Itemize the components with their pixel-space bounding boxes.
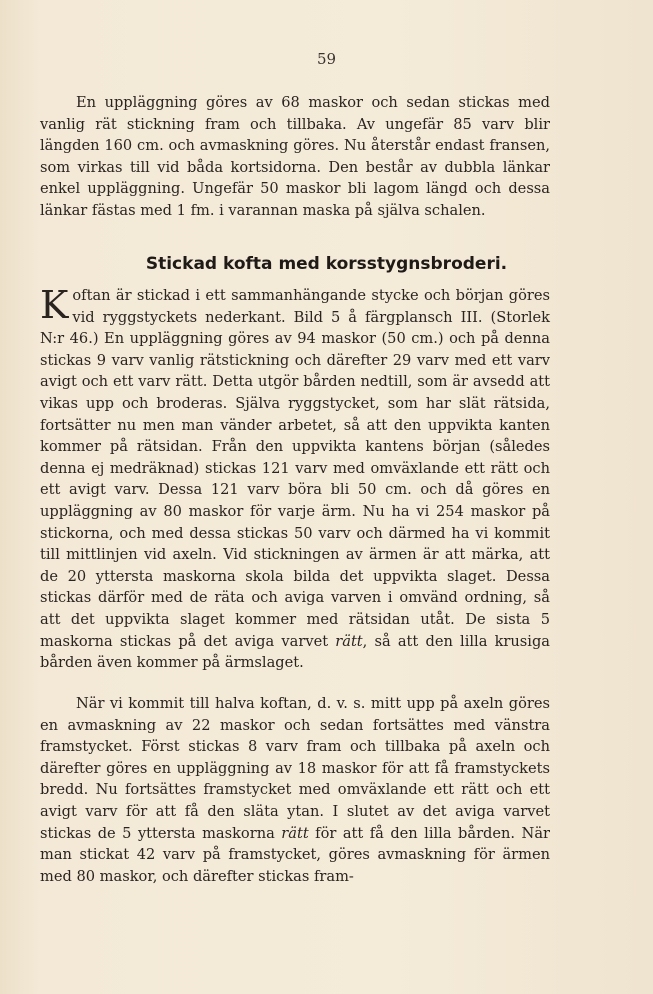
section-heading: Stickad kofta med korsstygnsbroderi. — [145, 254, 508, 274]
paragraph-intro-text: En uppläggning göres av 68 maskor och sedan stickas med vanlig rät stickning fram och tillbaka. Av ungefär 85 varv blir längden 160 cm. och avmaskning göres. Nu återstår endast fransen, som virkas till vid båda kortsidorna. Den består av dubbla länkar enkel uppläggning. Ungefär 50 maskor bli lagom längd och dessa länkar fästas med 1 fm. i varannan maska på själva schalen. — [40, 94, 550, 219]
paragraph-continuation — [40, 693, 550, 887]
paragraph-main-part-b: , så att den lilla krusiga bården även kommer på ärmslaget. — [40, 632, 550, 672]
paragraph-main-part-a: oftan är stickad i ett sammanhängande stycke och början göres vid ryggstyckets nederkant. Bild 5 å färgplansch III. (Storlek N:r 46.) En uppläggning göres av 94 maskor (50 cm.) och på denna stickas 9 varv vanlig rätstickning och därefter 29 varv med ett varv avigt och ett varv rätt. Detta utgör bården nedtill, som är avsedd att vikas upp och broderas. Själva ryggstycket, som har slät rätsida, fortsätter nu men man vänder arbetet, så att den uppvikta kanten kommer på rätsidan. Från den uppvikta kantens början (således denna ej medräknad) stickas 121 varv med omväxlande ett rätt och ett avigt varv. Dessa 121 varv böra bli 50 cm. och då göres en uppläggning av 80 maskor för varje ärm. Nu ha vi 254 maskor på stickorna, och med dessa stickas 50 varv och därmed ha vi kommit till mittlinjen vid axeln. Vid stickningen av ärmen är att märka, att de 20 yttersta maskorna skola bilda det uppvikta slaget. Dessa stickas därför med de räta och aviga varven i omvänd ordning, så att det uppvikta slaget kommer med rätsidan utåt. De sista 5 maskorna stickas på det aviga varvet — [40, 287, 550, 650]
paragraph-continuation-part-a: När vi kommit till halva koftan, d. v. s. mitt upp på axeln göres en avmaskning av 22 maskor och sedan fortsättes med vänstra framstycket. Först stickas 8 varv fram och tillbaka på axeln och därefter göres en uppläggning av 18 maskor för att få framstyckets bredd. Nu fortsättes framstycket med omväxlande ett rätt och ett avigt varv för att få den släta ytan. I slutet av det aviga varvet stickas de 5 yttersta maskorna — [40, 695, 550, 842]
paragraph-main-emphasis: rätt — [335, 632, 363, 650]
paragraph-continuation-emphasis: rätt — [281, 824, 309, 842]
page-number: 59 — [316, 50, 337, 68]
paragraph-intro — [40, 92, 550, 222]
paragraph-main-text — [40, 285, 550, 674]
paragraph-main — [40, 285, 550, 674]
paragraph-continuation-part-b: för att få den lilla bården. När man stickat 42 varv på framstycket, göres avmaskning för ärmen med 80 maskor, och därefter stickas fram- — [40, 824, 550, 885]
drop-cap: K — [40, 283, 69, 327]
paragraph-continuation-text — [40, 693, 550, 887]
